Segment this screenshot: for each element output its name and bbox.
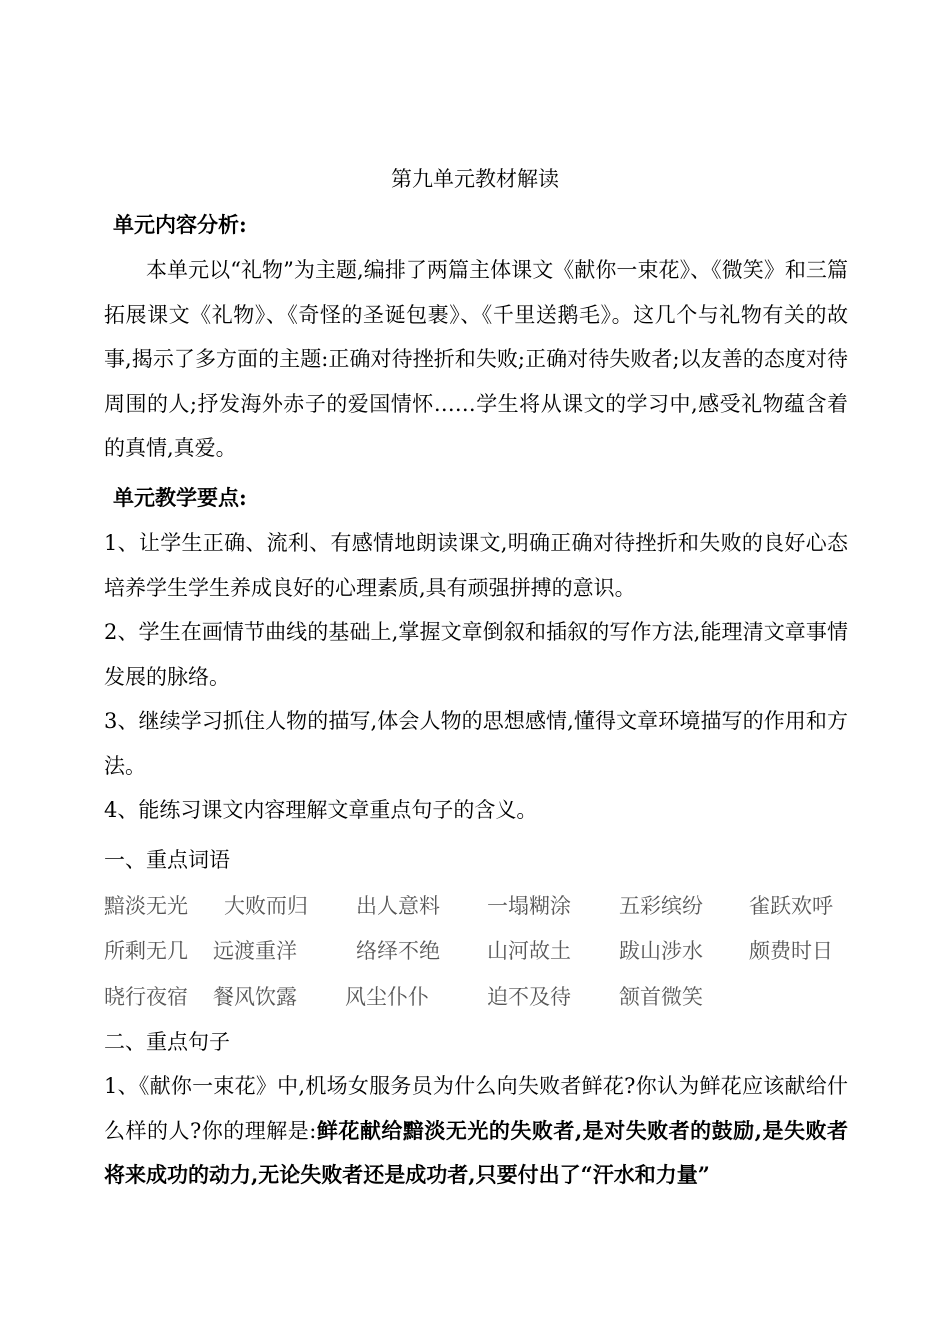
vocab-term: 出人意料 [356,894,440,918]
vocab-term: 远渡重洋 [213,939,297,963]
vocab-term: 山河故土 [487,939,571,963]
vocab-term: 络绎不绝 [356,939,440,963]
vocab-heading: 一、重点词语 [104,848,230,872]
vocab-term: 跋山涉水 [619,939,703,963]
teaching-points-heading: 单元教学要点: [113,485,247,510]
vocab-term: 黯淡无光 [104,894,188,918]
vocab-term: 颇费时日 [749,939,833,963]
teaching-point-4: 4、能练习课文内容理解文章重点句子的含义。 [104,798,538,822]
vocab-term: 晓行夜宿 [104,985,188,1009]
teaching-point-3: 3、继续学习抓住人物的描写,体会人物的思想感情,懂得文章环境描写的作用和方法。 [104,709,848,778]
vocab-term: 五彩缤纷 [619,894,703,918]
vocab-row [0,891,950,921]
teaching-point-2: 2、学生在画情节曲线的基础上,掌握文章倒叙和插叙的写作方法,能理清文章事情发展的脉络。 [104,620,848,689]
content-analysis-paragraph: 本单元以“礼物”为主题,编排了两篇主体课文《献你一束花》、《微笑》和三篇拓展课文《礼物》、《奇怪的圣诞包裹》、《千里送鹅毛》。这几个与礼物有关的故事,揭示了多方面的主题:正确对待挫折和失败;正确对待失败者;以友善的态度对待周围的人;抒发海外赤子的爱国情怀……学生将从课文的学习中,感受礼物蕴含着的真情,真爱。 [104,258,848,461]
teaching-point-1: 1、让学生正确、流利、有感情地朗读课文,明确正确对待挫折和失败的良好心态培养学生学生养成良好的心理素质,具有顽强拼搏的意识。 [104,531,848,600]
page-title: 第九单元教材解读 [391,167,559,191]
vocab-term: 餐风饮露 [213,985,297,1009]
vocab-term: 雀跃欢呼 [749,894,833,918]
key-sentence-1-question: 1、《献你一束花》中,机场女服务员为什么向失败者鲜花?你认为鲜花应该献给什么样的人?你的理解是: [104,1074,848,1143]
vocab-row [0,936,950,966]
vocab-row [0,982,950,1012]
content-analysis-heading: 单元内容分析: [113,212,247,237]
sentences-heading: 二、重点句子 [104,1030,230,1054]
key-sentence-1-answer: 鲜花献给黯淡无光的失败者,是对失败者的鼓励,是失败者将来成功的动力,无论失败者还是成功者,只要付出了“汗水和力量” [104,1117,848,1188]
vocab-term: 大败而归 [224,894,308,918]
vocab-term: 颔首微笑 [619,985,703,1009]
key-sentence-1 [104,1064,848,1198]
vocab-term: 风尘仆仆 [345,985,429,1009]
vocab-term: 所剩无几 [104,939,188,963]
vocab-term: 迫不及待 [487,985,571,1009]
vocab-term: 一塌糊涂 [487,894,571,918]
